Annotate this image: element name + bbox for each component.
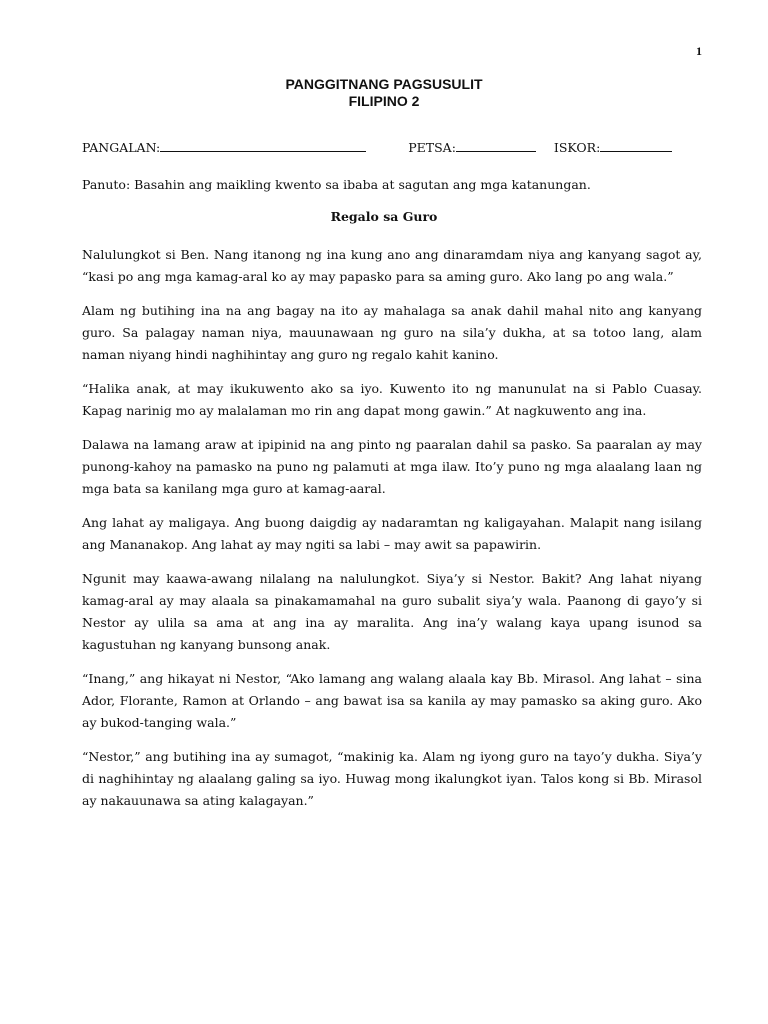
- instructions: Panuto: Basahin ang maikling kwento sa ibaba at sagutan ang mga katanungan.: [82, 177, 591, 192]
- story-body: [82, 244, 702, 824]
- exam-title: PANGGITNANG PAGSUSULIT: [285, 76, 483, 92]
- score-blank[interactable]: [600, 140, 672, 152]
- score-label: ISKOR:: [553, 140, 601, 155]
- story-paragraph: Ang lahat ay maligaya. Ang buong daigdig ay nadaramtan ng kaligayahan. Malapit nang isilang ang Mananakop. Ang lahat ay may ngiti sa labi – may awit sa papawirin.: [82, 515, 702, 552]
- date-blank[interactable]: [456, 140, 536, 152]
- exam-header: [0, 76, 768, 110]
- student-info-fields: [82, 140, 672, 155]
- story-paragraph: “Nestor,” ang butihing ina ay sumagot, “makinig ka. Alam ng iyong guro na tayo’y dukha. Siya’y di naghihintay ng alaalang galing sa iyo. Huwag mong ikalungkot iyan. Talos kong si Bb. Mirasol ay nakauunawa sa ating kalagayan.”: [82, 749, 702, 808]
- story-paragraph: Alam ng butihing ina na ang bagay na ito ay mahalaga sa anak dahil mahal nito ang kanyang guro. Sa palagay naman niya, mauunawaan ng guro na sila’y dukha, at sa totoo lang, alam naman niyang hindi naghihintay ang guro ng regalo kahit kanino.: [82, 303, 702, 362]
- story-paragraph: “Halika anak, at may ikukuwento ako sa iyo. Kuwento ito ng manunulat na si Pablo Cuasay. Kapag narinig mo ay malalaman mo rin ang dapat mong gawin.” At nagkuwento ang ina.: [82, 381, 702, 418]
- name-label: PANGALAN:: [82, 140, 161, 155]
- exam-subject: FILIPINO 2: [348, 93, 420, 109]
- story-paragraph: “Inang,” ang hikayat ni Nestor, “Ako lamang ang walang alaala kay Bb. Mirasol. Ang lahat – sina Ador, Florante, Ramon at Orlando – ang bawat isa sa kanila ay may pamasko sa aking guro. Ako ay bukod-tanging wala.”: [82, 671, 702, 730]
- date-label: PETSA:: [408, 140, 456, 155]
- story-paragraph: Ngunit may kaawa-awang nilalang na nalulungkot. Siya’y si Nestor. Bakit? Ang lahat niyang kamag-aral ay may alaala sa pinakamamahal na guro subalit siya’y wala. Paanong di gayo’y si Nestor ay ulila sa ama at ang ina ay maralita. Ang ina’y walang kaya upang isunod sa kagustuhan ng kanyang bunsong anak.: [82, 571, 702, 652]
- name-blank[interactable]: [160, 140, 366, 152]
- story-paragraph: Dalawa na lamang araw at ipipinid na ang pinto ng paaralan dahil sa pasko. Sa paaralan ay may punong-kahoy na pamasko na puno ng palamuti at mga ilaw. Ito’y puno ng mga alaalang laan ng mga bata sa kanilang mga guro at kamag-aaral.: [82, 437, 702, 496]
- page-number: 1: [696, 44, 702, 58]
- story-title: Regalo sa Guro: [330, 209, 438, 224]
- story-paragraph: Nalulungkot si Ben. Nang itanong ng ina kung ano ang dinaramdam niya ang kanyang sagot ay, “kasi po ang mga kamag-aral ko ay may papasko para sa aming guro. Ako lang po ang wala.”: [82, 247, 702, 284]
